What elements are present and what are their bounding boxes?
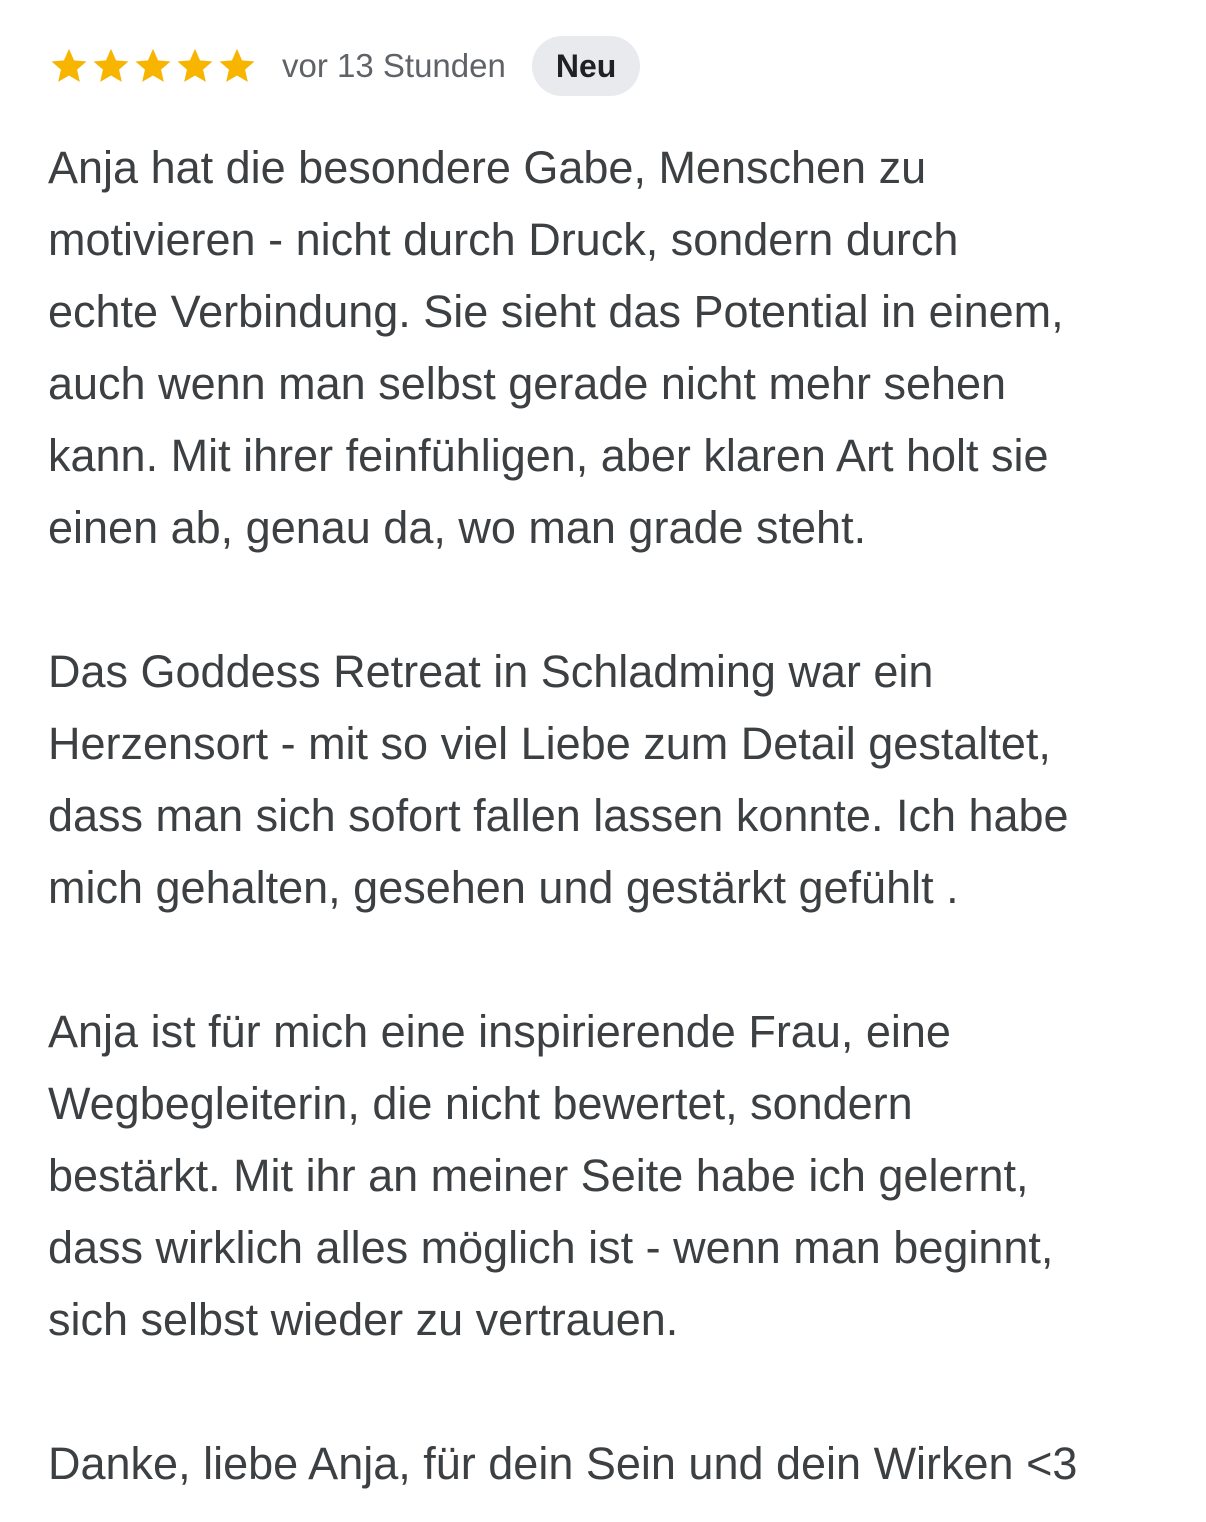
review-line: Anja hat die besondere Gabe, Menschen zu [48,142,927,193]
review-paragraph [48,132,1178,564]
new-badge: Neu [532,36,640,96]
review-line: Das Goddess Retreat in Schladming war ein [48,646,934,697]
star-icon [216,45,258,87]
review-line: auch wenn man selbst gerade nicht mehr sehen [48,358,1007,409]
review-paragraph [48,996,1178,1356]
star-icon [132,45,174,87]
review-meta [48,36,1178,96]
review-line: echte Verbindung. Sie sieht das Potential in einem, [48,286,1064,337]
star-icon [174,45,216,87]
review-line: Herzensort - mit so viel Liebe zum Detail gestaltet, [48,718,1051,769]
review-paragraph [48,1428,1178,1500]
review-text [48,132,1178,1500]
review-line: sich selbst wieder zu vertrauen. [48,1294,679,1345]
star-icon [90,45,132,87]
star-icon [48,45,90,87]
review-card [48,36,1178,1500]
review-time: vor 13 Stunden [282,47,506,84]
review-line: Anja ist für mich eine inspirierende Frau, eine [48,1006,951,1057]
review-line: motivieren - nicht durch Druck, sondern durch [48,214,959,265]
review-line: mich gehalten, gesehen und gestärkt gefühlt . [48,862,959,913]
review-paragraph [48,636,1178,924]
star-rating [48,45,258,87]
review-line: einen ab, genau da, wo man grade steht. [48,502,867,553]
review-line: bestärkt. Mit ihr an meiner Seite habe ich gelernt, [48,1150,1029,1201]
review-line: kann. Mit ihrer feinfühligen, aber klaren Art holt sie [48,430,1049,481]
review-line: Danke, liebe Anja, für dein Sein und dein Wirken <3 [48,1438,1078,1489]
review-line: Wegbegleiterin, die nicht bewertet, sondern [48,1078,913,1129]
review-line: dass wirklich alles möglich ist - wenn man beginnt, [48,1222,1054,1273]
review-line: dass man sich sofort fallen lassen konnte. Ich habe [48,790,1069,841]
